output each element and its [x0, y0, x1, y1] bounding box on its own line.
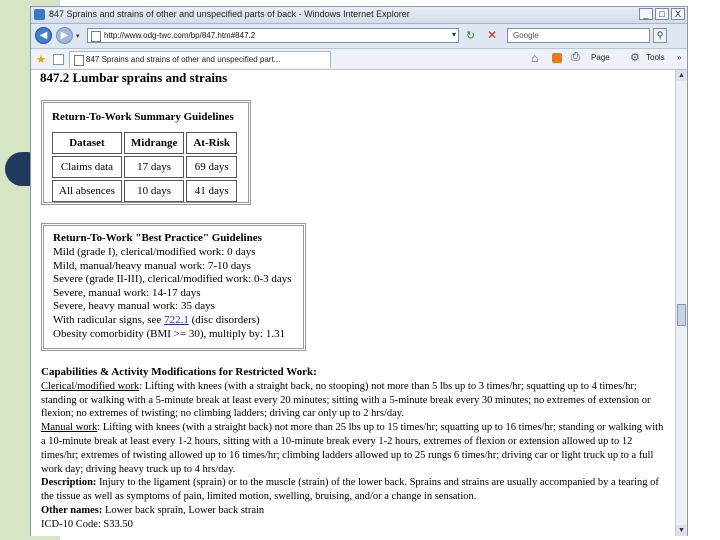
table-cell: 10 days [124, 180, 184, 202]
scroll-up-arrow-icon[interactable]: ▲ [676, 70, 687, 81]
search-button[interactable] [653, 28, 667, 43]
forward-button[interactable] [56, 27, 73, 44]
disc-disorders-link[interactable]: 722.1 [164, 313, 189, 326]
manual-paragraph [41, 421, 665, 476]
description-text: Injury to the ligament (sprain) or to the muscle (strain) of the lower back. Sprains and strains are usually accompanied by a tearing of the tissue as well as symptoms of pain, limited motion, swelling, bruising, and/or a change in sensation. [41, 477, 659, 503]
page-content [31, 70, 675, 536]
home-icon[interactable]: ⌂ [531, 51, 539, 65]
radicular-prefix: With radicular signs, see [53, 313, 165, 326]
tab-label: 847 Sprains and strains of other and unspecified part... [86, 55, 281, 64]
address-toolbar [31, 24, 687, 49]
clerical-label: Clerical/modified work [41, 380, 140, 392]
stop-button[interactable] [487, 28, 497, 42]
list-item: Severe, manual work: 14-17 days [53, 286, 201, 299]
quick-tabs-icon[interactable] [53, 54, 64, 65]
column-header: Dataset [52, 132, 122, 154]
feeds-icon[interactable] [552, 53, 562, 63]
url-text: http://www.odg-twc.com/bp/847.htm#847.2 [104, 31, 256, 40]
best-practice-title: Return-To-Work "Best Practice" Guidelines [53, 232, 262, 244]
description-label: Description: [41, 477, 97, 489]
back-button[interactable] [35, 27, 52, 44]
tools-menu[interactable]: Tools [646, 53, 665, 62]
table-cell: 41 days [186, 180, 237, 202]
stop-icon: ✕ [487, 28, 498, 42]
list-item: Mild, manual/heavy manual work: 7-10 days [53, 259, 251, 272]
tab-bar [31, 49, 687, 70]
minimize-button[interactable]: _ [639, 8, 653, 20]
page-icon [91, 31, 101, 42]
search-placeholder: Google [513, 31, 539, 40]
page-title: 847.2 Lumbar sprains and strains [40, 70, 228, 85]
table-cell: 17 days [124, 156, 184, 178]
clerical-text: : Lifting with knees (with a straight back, no stooping) not more than 5 lbs up to 3 times/hr; squatting up to 4 times/hr; standing or walking with a 5-minute break at least every 20 minutes; sitting with a 5-minute break every 30 minutes; no extremes of extension or flexion; no extremes of twisting; no climbing ladders; driving car only up to 2 hrs/day. [41, 380, 651, 420]
table-cell: Claims data [52, 156, 122, 178]
best-practice-box [41, 223, 306, 351]
toolbar-overflow-chevron[interactable]: » [677, 53, 682, 62]
column-header: Midrange [124, 132, 184, 154]
table-row [52, 180, 237, 202]
rtw-summary-box [41, 100, 251, 205]
ie-logo-icon [34, 9, 45, 20]
refresh-button[interactable] [466, 29, 475, 42]
clerical-paragraph [41, 380, 665, 421]
radicular-suffix: (disc disorders) [188, 313, 260, 326]
forward-arrow-icon: ▶ [60, 30, 69, 41]
close-button[interactable]: X [671, 8, 685, 20]
rtw-summary-table [50, 130, 239, 204]
scroll-thumb[interactable] [677, 304, 686, 326]
column-header: At-Risk [186, 132, 237, 154]
description-paragraph [41, 476, 665, 504]
manual-text: : Lifting with knees (with a straight back) not more than 25 lbs up to 15 times/hr; squatting up to 16 times/hr; standing or walking with a 10-minute break at least every 1-2 hours, sitting with a 10-minute break every 1-2 hours, extremes of flexion or extension allowed up to 12 times/hr; extremes of twisting allowed up to 16 times/hr; climbing ladders allowed up to 25 rungs 6 times/hr; driving car or light truck up to a full work day; driving heavy truck up to 4 hrs/day. [41, 422, 664, 475]
table-header-row [52, 132, 237, 154]
vertical-scrollbar[interactable] [675, 70, 687, 536]
recent-pages-dropdown[interactable]: ▾ [76, 33, 80, 40]
other-names-text: Lower back sprain, Lower back strain [102, 504, 265, 516]
other-names-label: Other names: [41, 504, 103, 516]
capabilities-heading: Capabilities & Activity Modifications for Restricted Work: [41, 366, 317, 378]
list-item: Severe, heavy manual work: 35 days [53, 300, 215, 313]
gear-icon[interactable]: ⚙ [630, 52, 640, 64]
rtw-summary-title: Return-To-Work Summary Guidelines [52, 111, 234, 123]
icd-code-line: ICD-10 Code: S33.50 [41, 518, 133, 530]
refresh-icon: ↻ [466, 30, 476, 42]
page-menu[interactable]: Page [591, 53, 610, 62]
print-icon[interactable]: ⎙ [571, 51, 580, 63]
window-controls [639, 8, 685, 20]
window-title: 847 Sprains and strains of other and unspecified parts of back - Windows Internet Explorer [49, 9, 410, 19]
list-item: Mild (grade I), clerical/modified work: 0 days [53, 246, 256, 258]
tab-current-page[interactable] [69, 51, 331, 68]
table-row [52, 156, 237, 178]
browser-window [30, 6, 688, 536]
list-item: Severe (grade II-III), clerical/modified work: 0-3 days [53, 273, 292, 286]
address-field[interactable] [87, 28, 459, 43]
capabilities-section [41, 366, 665, 532]
scroll-down-arrow-icon[interactable]: ▼ [676, 525, 687, 536]
favorites-star-icon[interactable]: ★ [36, 54, 46, 66]
maximize-button[interactable]: □ [655, 8, 669, 20]
manual-label: Manual work [41, 422, 98, 434]
best-practice-list [53, 246, 292, 341]
tab-page-icon [74, 55, 84, 66]
address-dropdown-icon[interactable]: ▾ [451, 30, 456, 39]
search-icon: ⚲ [656, 30, 664, 40]
table-cell: All absences [52, 180, 122, 202]
back-arrow-icon: ◀ [39, 30, 48, 41]
other-names-paragraph [41, 504, 665, 518]
list-item: Obesity comorbidity (BMI >= 30), multiply by: 1.31 [53, 327, 286, 340]
table-cell: 69 days [186, 156, 237, 178]
title-bar [31, 7, 687, 24]
list-item-radicular [53, 314, 292, 328]
search-input[interactable] [507, 28, 650, 43]
